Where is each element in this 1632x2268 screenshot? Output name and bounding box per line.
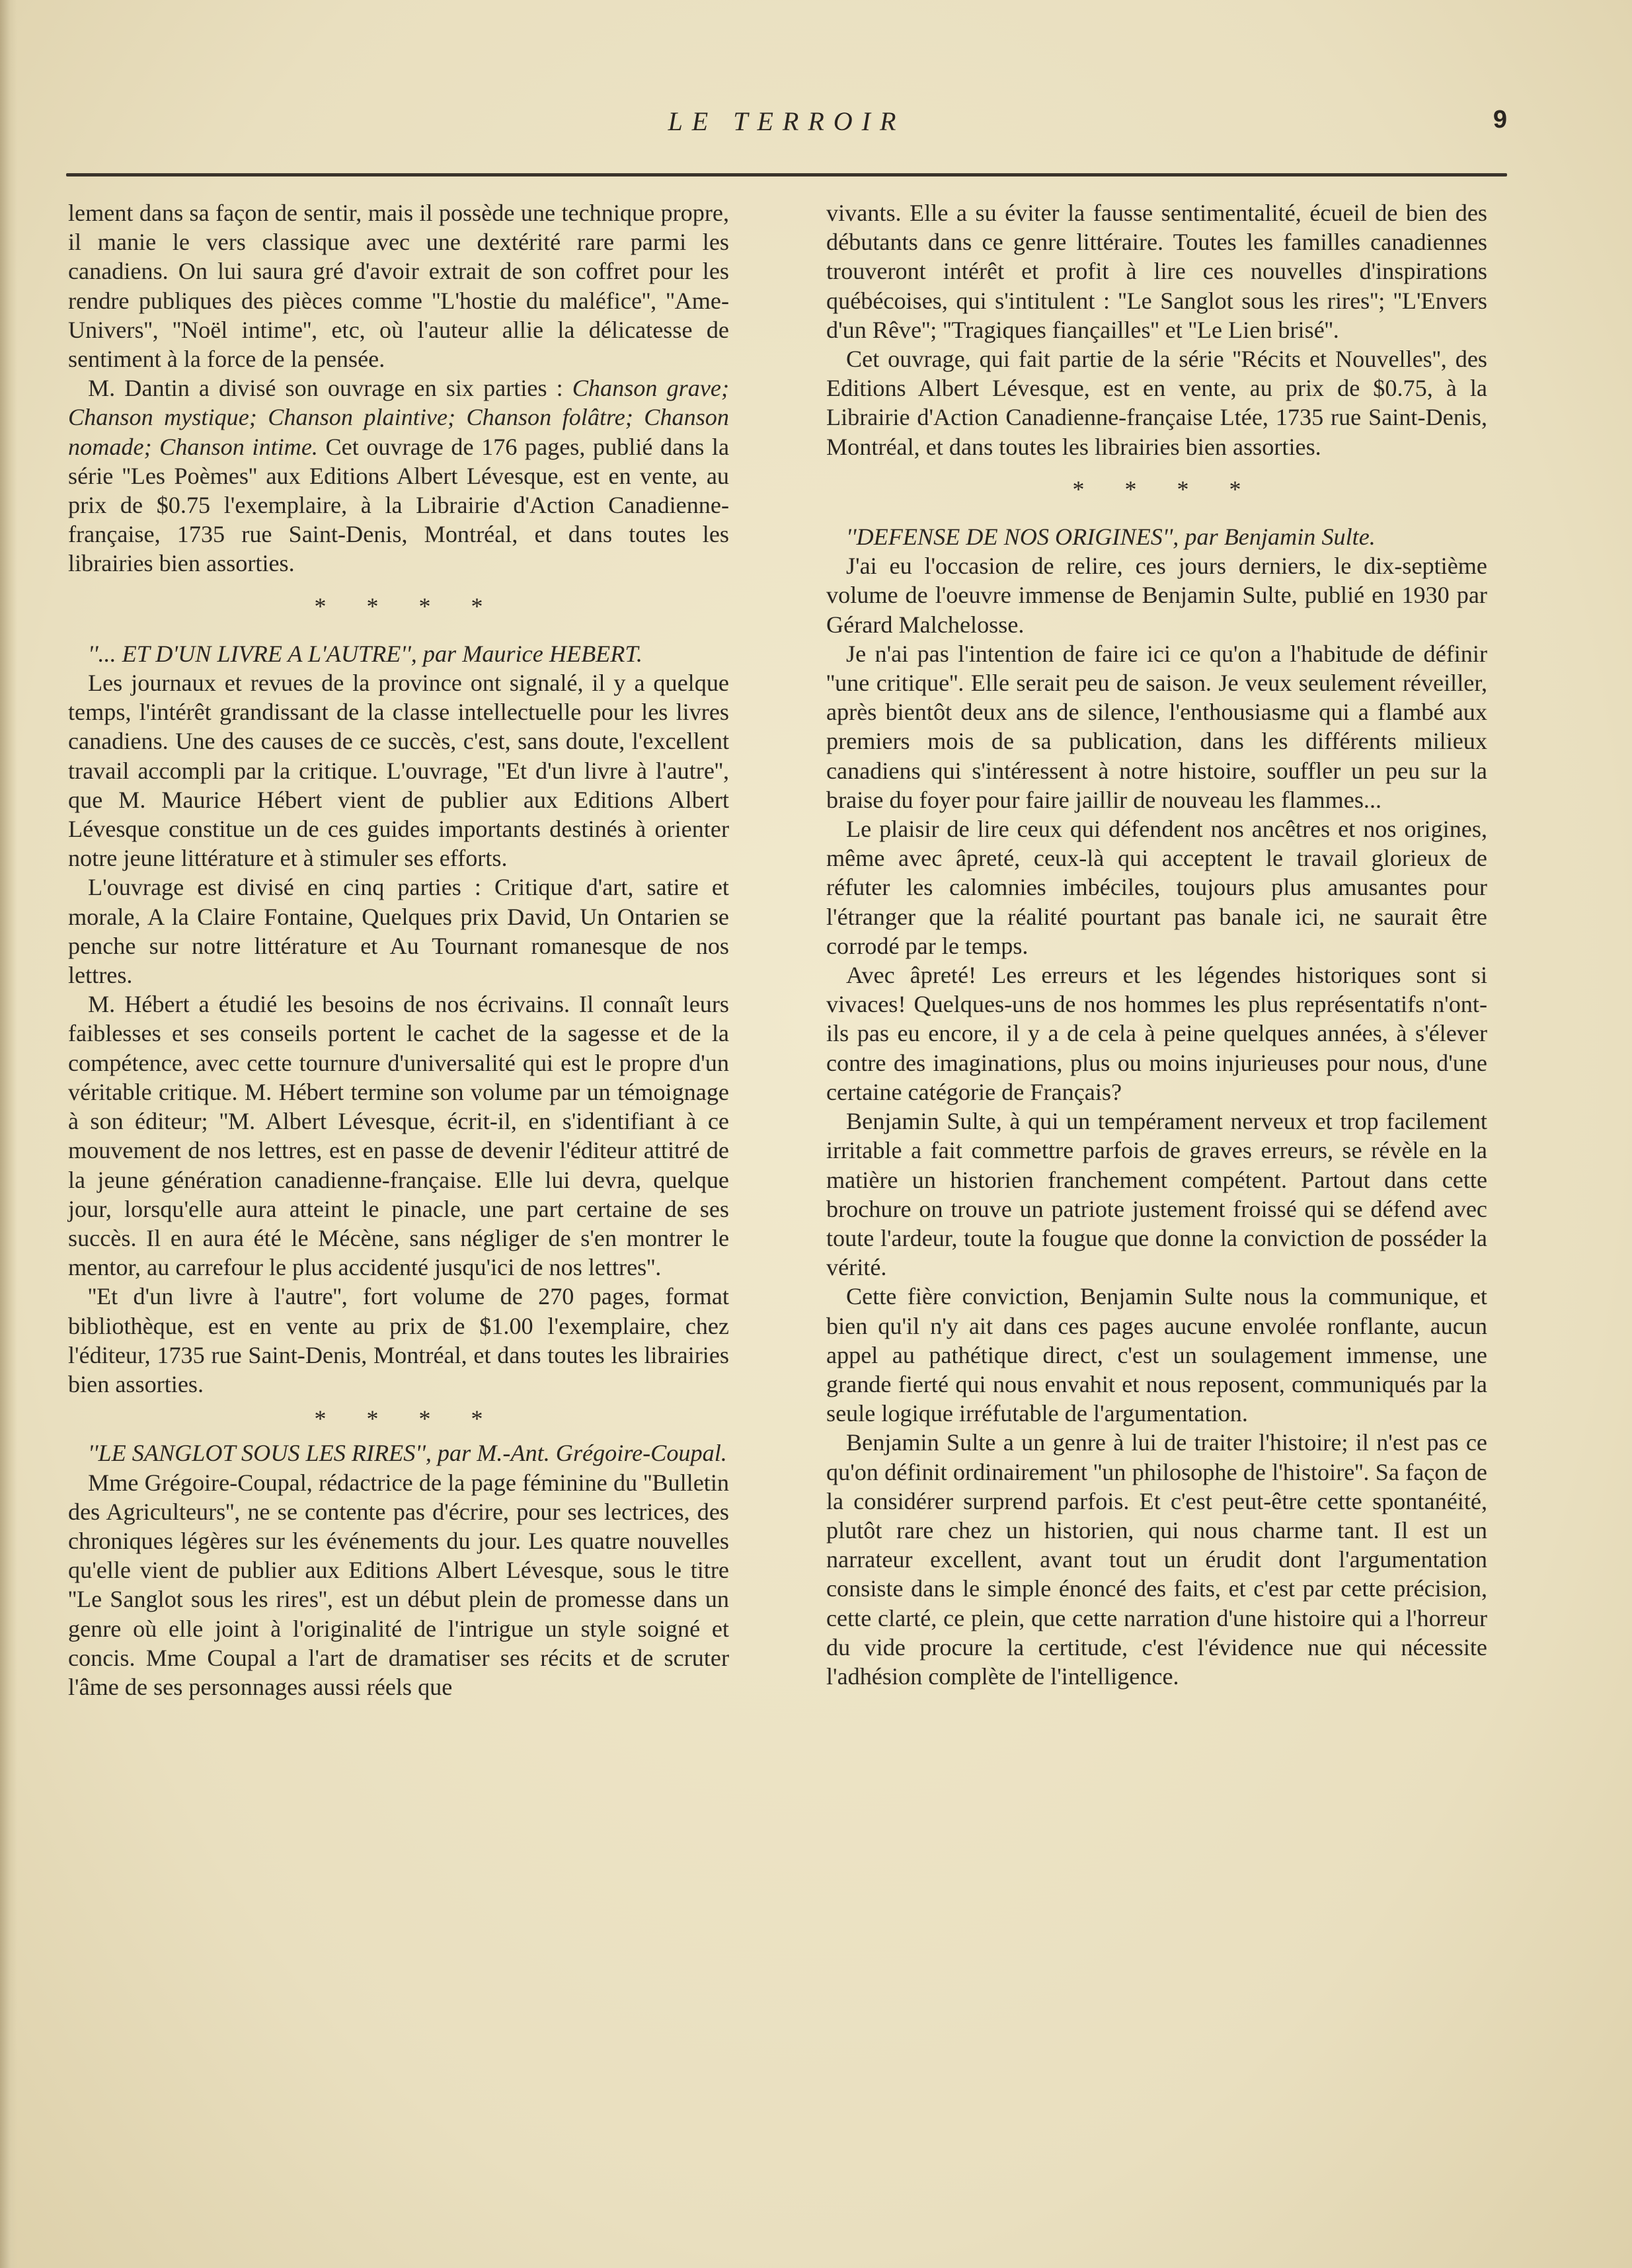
paragraph: Cet ouvrage, qui fait partie de la série ''Récits et Nouvelles'', des Editions Albert Lévesque, est en vente, au prix de $0.75, à la Librairie d'Action Canadienne-française Ltée, 1735 rue Saint-Denis, Montréal, et dans toutes les librairies bien assorties. — [826, 346, 1487, 460]
review-title: ''DEFENSE DE NOS ORIGINES'', par Benjamin Sulte. — [846, 524, 1376, 551]
paragraph: Benjamin Sulte a un genre à lui de traiter l'histoire; il n'est pas ce qu'on définit ordinairement ''un philosophe de l'histoire''. Sa façon de la considérer surprend parfois. Et c'est peut-être cette spontanéité, plutôt rare chez un historien, qui nous charme tant. Il est un narrateur excellent, avant tout un érudit dont l'argumentation consiste dans le simple énoncé des faits, et c'est par cette précision, cette clarté, ce plein, que cette narration d'une histoire qui a l'horreur du vide procure la certitude, c'est l'évidence nue qui nécessite l'adhésion complète de l'intelligence. — [826, 1429, 1487, 1690]
paragraph: lement dans sa façon de sentir, mais il possède une technique propre, il manie le vers classique avec une dextérité rare parmi les canadiens. On lui saura gré d'avoir extrait de son coffret pour les rendre publiques des pièces comme ''L'hostie du maléfice'', ''Ame-Univers'', ''Noël intime'', etc, où l'auteur allie la délicatesse de sentiment à la force de la pensée. — [68, 200, 729, 373]
page-header — [66, 106, 1507, 139]
paragraph: Benjamin Sulte, à qui un tempérament nerveux et trop facilement irritable a fait commettre parfois de graves erreurs, se révèle en la matière un historien franchement compétent. Partout dans cette brochure on trouve un patriote justement froissé qui se défend avec toute l'ardeur, toute la fougue que donne la conviction de posséder la vérité. — [826, 1108, 1487, 1281]
paragraph: M. Hébert a étudié les besoins de nos écrivains. Il connaît leurs faiblesses et ses conseils portent le cachet de la sagesse et de la compétence, avec cette tournure d'universalité qui est le propre d'un véritable critique. M. Hébert termine son volume par un témoignage à son éditeur; ''M. Albert Lévesque, écrit-il, en s'identifiant à ce mouvement de nos lettres, est en passe de devenir l'éditeur attitré de la jeune génération canadienne-française. Elle lui devra, quelque jour, lorsqu'elle aura atteint le pinacle, une part certaine de ses succès. Il en aura été le Mécène, sans négliger de s'en montrer le mentor, au carrefour le plus accidenté jusqu'ici de nos lettres''. — [68, 991, 729, 1281]
running-title: LE TERROIR — [668, 106, 906, 136]
paragraph: Je n'ai pas l'intention de faire ici ce qu'on a l'habitude de définir ''une critique''. Elle serait peu de saison. Je veux seulement réveiller, après bientôt deux ans de silence, l'enthousiasme qui a flambé aux premiers mois de sa publication, dans les différents milieux canadiens qui s'intéressent à notre histoire, souffler un peu sur la braise du foyer pour faire jaillir de nouveau les flammes... — [826, 640, 1487, 813]
section-separator: * * * * — [1072, 475, 1259, 502]
paragraph: ''Et d'un livre à l'autre'', fort volume de 270 pages, format bibliothèque, est en vente au prix de $1.00 l'exemplaire, chez l'éditeur, 1735 rue Saint-Denis, Montréal, et dans toutes les librairies bien assorties. — [68, 1283, 729, 1397]
paragraph-rest: Cet ouvrage de 176 pages, publié dans la série ''Les Poèmes'' aux Editions Albert Lévesque, est en vente, au prix de $0.75 l'exemplaire, à la Librairie d'Action Canadienne-française, 1735 rue Saint-Denis, Montréal, et dans toutes les librairies bien assorties. — [68, 433, 730, 577]
header-rule — [66, 173, 1507, 176]
paragraph: Mme Grégoire-Coupal, rédactrice de la page féminine du ''Bulletin des Agriculteurs'', ne se contente pas d'écrire, pour ses lectrices, des chroniques légères sur les événements du jour. Les quatre nouvelles qu'elle vient de publier aux Editions Albert Lévesque, sous le titre ''Le Sanglot sous les rires'', est un début plein de promesse dans un genre où elle joint à l'originalité de l'intrigue un style soigné et concis. Mme Coupal a l'art de dramatiser ses récits et de scruter l'âme de ses personnages aussi réels que — [68, 1469, 729, 1700]
paragraph: Les journaux et revues de la province ont signalé, il y a quelque temps, l'intérêt grandissant de la classe intellectuelle pour les livres canadiens. Une des causes de ce succès, c'est, sans doute, l'excellent travail accompli par la critique. L'ouvrage, ''Et d'un livre à l'autre'', que M. Maurice Hébert vient de publier aux Editions Albert Lévesque constitue un de ces guides importants destinés à orienter notre jeune littérature et à stimuler ses efforts. — [68, 670, 729, 872]
review-title: ''LE SANGLOT SOUS LES RIRES'', par M.-Ant. Grégoire-Coupal. — [88, 1440, 727, 1467]
paragraph: vivants. Elle a su éviter la fausse sentimentalité, écueil de bien des débutants dans ce genre littéraire. Toutes les familles canadiennes trouveront intérêt et profit à lire ces nouvelles d'inspirations québécoises, qui s'intitulent : ''Le Sanglot sous les rires''; ''L'Envers d'un Rêve''; ''Tragiques fiançailles'' et ''Le Lien brisé''. — [826, 200, 1487, 343]
paragraph: Cette fière conviction, Benjamin Sulte nous la communique, et bien qu'il n'y ait dans ces pages aucune envolée ronflante, aucun appel au pathétique direct, c'est un soulagement immense, une grande fierté qui nous envahit et nous reposent, communiqués par la seule logique irréfutable de l'argumentation. — [826, 1283, 1487, 1427]
paragraph: Le plaisir de lire ceux qui défendent nos ancêtres et nos origines, même avec âpreté, ceux-là qui acceptent le travail glorieux de réfuter les calomnies imbéciles, toujours plus amusantes pour l'étranger que la réalité pourtant pas banale ici, ne saurait être corrodé par le temps. — [826, 816, 1487, 959]
section-separator: * * * * — [314, 592, 500, 619]
paragraph: Avec âpreté! Les erreurs et les légendes historiques sont si vivaces! Quelques-uns de nos hommes les plus représentatifs n'ont-ils pas eu encore, il y a de cela à peine quelques années, à s'élever contre des imaginations, plus ou moins injurieuses pour nous, d'une certaine catégorie de Français? — [826, 962, 1487, 1105]
page-edge-shadow — [0, 0, 17, 2268]
section-separator: * * * * — [314, 1405, 500, 1432]
paragraph: L'ouvrage est divisé en cinq parties : Critique d'art, satire et morale, A la Claire Fontaine, Quelques prix David, Un Ontarien se penche sur notre littérature et Au Tournant romanesque de nos lettres. — [68, 874, 729, 989]
paragraph — [68, 373, 729, 578]
paragraph: J'ai eu l'occasion de relire, ces jours derniers, le dix-septième volume de l'oeuvre immense de Benjamin Sulte, publié en 1930 par Gérard Malchelosse. — [826, 553, 1487, 638]
page-number: 9 — [1493, 106, 1507, 134]
paragraph-intro: M. Dantin a divisé son ouvrage en six parties : — [88, 375, 563, 402]
parts-list: Chanson grave; Chanson mystique; Chanson plaintive; Chanson folâtre; Chanson nomade; Chanson intime. — [68, 375, 730, 460]
review-title: ''... ET D'UN LIVRE A L'AUTRE'', par Maurice HEBERT. — [88, 640, 642, 667]
right-column — [826, 198, 1487, 2181]
left-column — [68, 198, 729, 2181]
